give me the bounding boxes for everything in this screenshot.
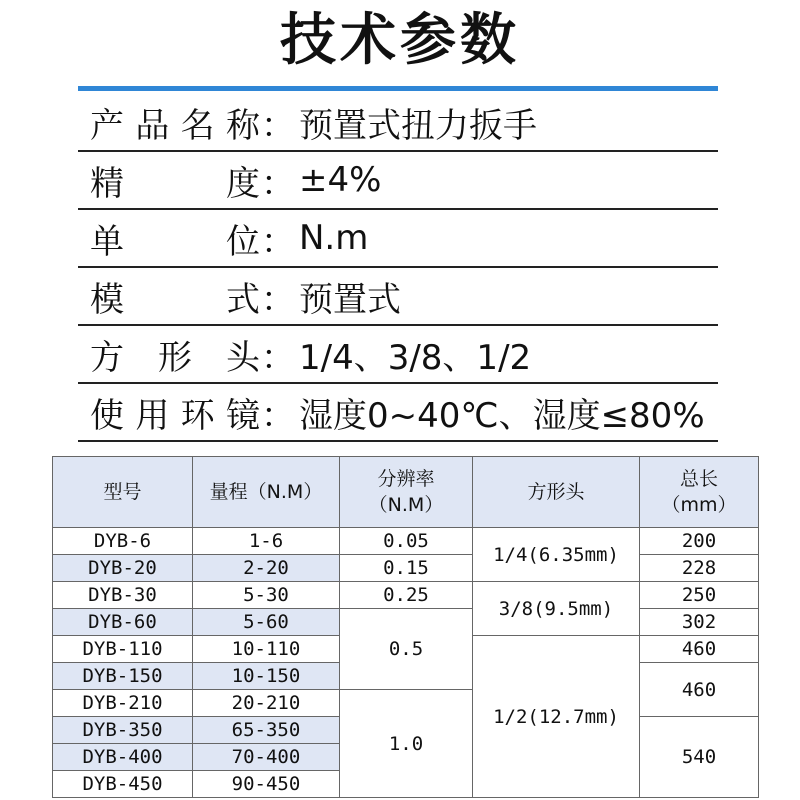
spec-value: 预置式扭力扳手 [299, 105, 537, 146]
cell-model: DYB-450 [53, 771, 193, 798]
cell-model: DYB-350 [53, 717, 193, 744]
spec-value: 湿度0~40℃、湿度≤80% [299, 395, 705, 436]
cell-range: 10-150 [193, 663, 340, 690]
cell-length: 540 [640, 717, 759, 798]
spec-colon: ： [261, 105, 295, 146]
spec-value: ±4% [299, 160, 382, 200]
cell-resolution: 0.25 [340, 582, 473, 609]
cell-resolution: 0.15 [340, 555, 473, 582]
spec-value: N.m [299, 218, 369, 258]
spec-label: 模 式 [90, 279, 261, 320]
cell-model: DYB-30 [53, 582, 193, 609]
cell-length: 460 [640, 663, 759, 717]
cell-model: DYB-150 [53, 663, 193, 690]
table-row [53, 555, 759, 582]
spec-colon: ： [261, 395, 295, 436]
cell-length: 228 [640, 555, 759, 582]
spec-label: 产 品 名 称 [90, 105, 261, 146]
spec-colon: ： [261, 279, 295, 320]
header-square-head: 方形头 [473, 457, 640, 528]
cell-model: DYB-6 [53, 528, 193, 555]
cell-model: DYB-110 [53, 636, 193, 663]
spec-row-environment [78, 384, 718, 442]
cell-resolution: 0.5 [340, 609, 473, 690]
spec-label: 单 位 [90, 221, 261, 262]
cell-model: DYB-60 [53, 609, 193, 636]
header-range: 量程（N.M） [193, 457, 340, 528]
cell-model: DYB-20 [53, 555, 193, 582]
cell-range: 10-110 [193, 636, 340, 663]
cell-model: DYB-400 [53, 744, 193, 771]
cell-length: 200 [640, 528, 759, 555]
model-spec-table [52, 456, 759, 798]
cell-square-head: 1/4(6.35mm) [473, 528, 640, 582]
cell-range: 5-60 [193, 609, 340, 636]
spec-value: 1/4、3/8、1/2 [299, 337, 532, 378]
cell-length: 460 [640, 636, 759, 663]
spec-row-mode [78, 268, 718, 326]
cell-range: 20-210 [193, 690, 340, 717]
table-header-row [53, 457, 759, 528]
spec-label: 精 度 [90, 163, 261, 204]
cell-resolution: 0.05 [340, 528, 473, 555]
cell-model: DYB-210 [53, 690, 193, 717]
cell-range: 70-400 [193, 744, 340, 771]
cell-range: 2-20 [193, 555, 340, 582]
cell-range: 90-450 [193, 771, 340, 798]
cell-resolution: 1.0 [340, 690, 473, 798]
header-model: 型号 [53, 457, 193, 528]
spec-row-product-name [78, 94, 718, 152]
spec-row-precision [78, 152, 718, 210]
spec-row-unit [78, 210, 718, 268]
header-length: 总长 （mm） [640, 457, 759, 528]
title-accent-bar [78, 86, 718, 91]
spec-value: 预置式 [299, 279, 401, 320]
spec-label: 方 形 头 [90, 337, 261, 378]
header-resolution: 分辨率 （N.M） [340, 457, 473, 528]
spec-colon: ： [261, 221, 295, 262]
cell-square-head: 3/8(9.5mm) [473, 582, 640, 636]
cell-range: 5-30 [193, 582, 340, 609]
table-row [53, 609, 759, 636]
spec-label: 使 用 环 镜 [90, 395, 261, 436]
spec-row-square-head [78, 326, 718, 384]
cell-range: 1-6 [193, 528, 340, 555]
spec-colon: ： [261, 337, 295, 378]
cell-range: 65-350 [193, 717, 340, 744]
table-row [53, 528, 759, 555]
cell-square-head: 1/2(12.7mm) [473, 636, 640, 798]
spec-colon: ： [261, 163, 295, 204]
table-row [53, 582, 759, 609]
page-title: 技术参数 [280, 8, 520, 73]
cell-length: 250 [640, 582, 759, 609]
cell-length: 302 [640, 609, 759, 636]
